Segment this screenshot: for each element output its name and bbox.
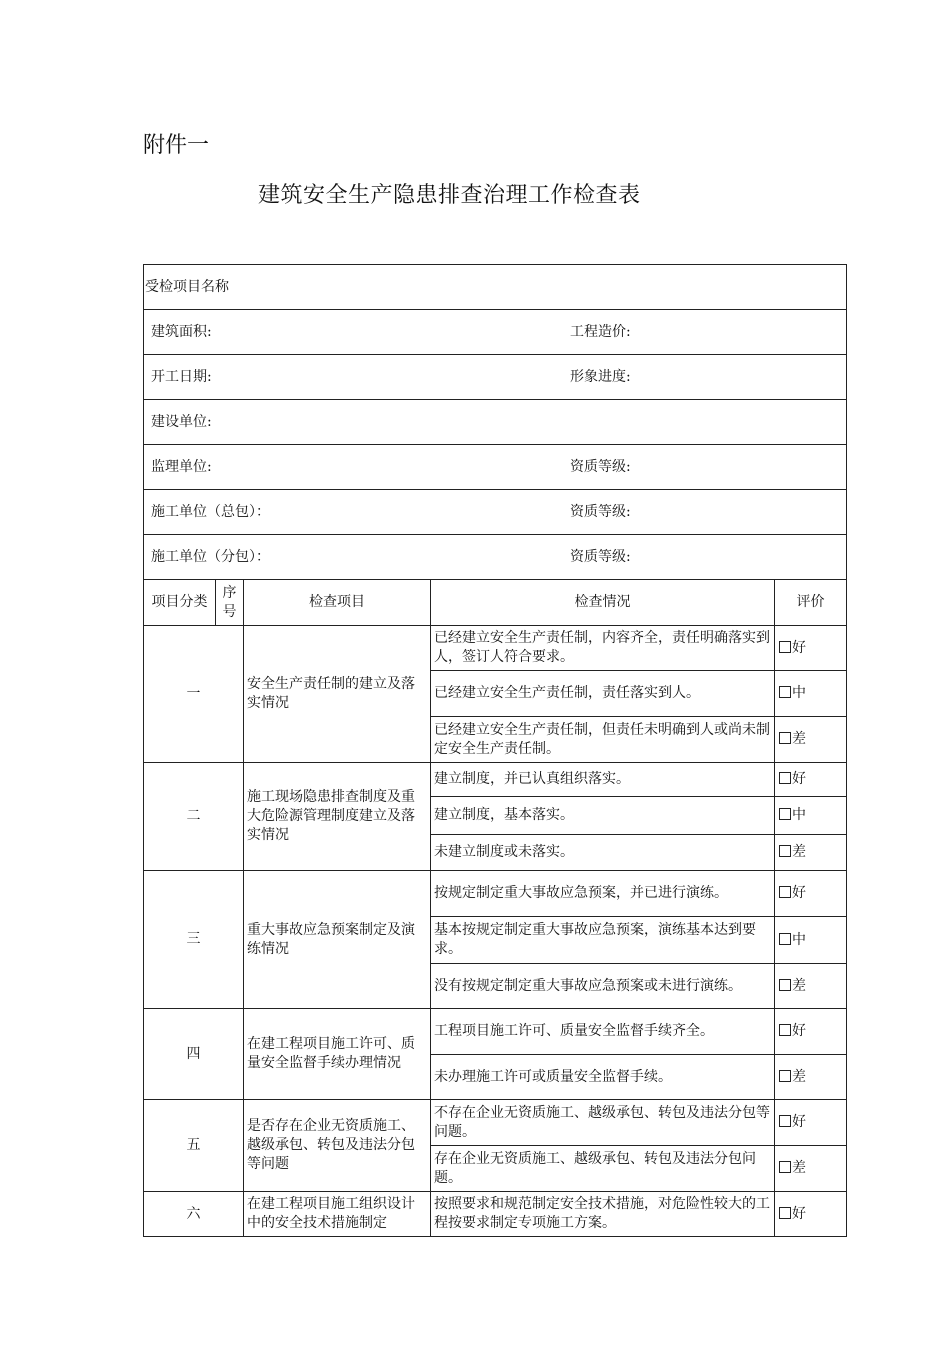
sub-contractor-field[interactable]	[144, 535, 847, 580]
header-item: 检查项目	[244, 580, 431, 626]
info-row-area	[144, 310, 847, 355]
checkbox-icon[interactable]	[779, 845, 791, 857]
situation-cell: 已经建立安全生产责任制，内容齐全，责任明确落实到人，签订人符合要求。	[431, 626, 775, 671]
info-row-sub	[144, 535, 847, 580]
checkbox-icon[interactable]	[779, 1115, 791, 1127]
owner-field[interactable]	[144, 400, 847, 445]
evaluation-cell	[775, 717, 847, 763]
header-seq: 序号	[216, 580, 244, 626]
check-row	[144, 1009, 847, 1055]
situation-cell: 未建立制度或未落实。	[431, 835, 775, 871]
evaluation-cell	[775, 763, 847, 797]
evaluation-cell	[775, 797, 847, 835]
category-cell: 二	[144, 763, 244, 871]
evaluation-cell	[775, 1100, 847, 1146]
sub-qual-label: 资质等级:	[570, 548, 631, 565]
checkbox-icon[interactable]	[779, 1207, 791, 1219]
evaluation-label: 差	[792, 1160, 806, 1176]
category-cell: 四	[144, 1009, 244, 1100]
situation-cell: 未办理施工许可或质量安全监督手续。	[431, 1055, 775, 1100]
document-title: 建筑安全生产隐患排查治理工作检查表	[258, 183, 641, 208]
evaluation-label: 差	[792, 1068, 806, 1085]
check-item-cell: 在建工程项目施工组织设计中的安全技术措施制定	[244, 1192, 431, 1237]
checkbox-icon[interactable]	[779, 808, 791, 820]
evaluation-cell	[775, 1055, 847, 1100]
header-situation: 检查情况	[431, 580, 775, 626]
checkbox-icon[interactable]	[779, 979, 791, 991]
category-cell: 三	[144, 871, 244, 1009]
situation-cell: 基本按规定制定重大事故应急预案，演练基本达到要求。	[431, 917, 775, 964]
check-item-cell: 施工现场隐患排查制度及重大危险源管理制度建立及落实情况	[244, 763, 431, 871]
evaluation-label: 差	[792, 977, 806, 994]
annex-label: 附件一	[143, 133, 210, 158]
cost-label: 工程造价:	[570, 323, 631, 340]
situation-cell: 建立制度，并已认真组织落实。	[431, 763, 775, 797]
situation-cell: 按照要求和规范制定安全技术措施，对危险性较大的工程按要求制定专项施工方案。	[431, 1192, 775, 1237]
check-row	[144, 626, 847, 671]
checkbox-icon[interactable]	[779, 1161, 791, 1173]
start-date-label: 开工日期:	[151, 368, 212, 385]
checkbox-icon[interactable]	[779, 686, 791, 698]
evaluation-cell	[775, 1146, 847, 1192]
check-row	[144, 871, 847, 917]
category-cell: 六	[144, 1192, 244, 1237]
check-items	[144, 626, 847, 1237]
area-label: 建筑面积:	[151, 323, 212, 340]
situation-cell: 没有按规定制定重大事故应急预案或未进行演练。	[431, 964, 775, 1009]
evaluation-cell	[775, 671, 847, 717]
check-row	[144, 1192, 847, 1237]
header-category: 项目分类	[144, 580, 216, 626]
check-item-cell: 是否存在企业无资质施工、越级承包、转包及违法分包等问题	[244, 1100, 431, 1192]
situation-cell: 工程项目施工许可、质量安全监督手续齐全。	[431, 1009, 775, 1055]
category-cell: 五	[144, 1100, 244, 1192]
situation-cell: 存在企业无资质施工、越级承包、转包及违法分包问题。	[431, 1146, 775, 1192]
evaluation-cell	[775, 964, 847, 1009]
project-name-field[interactable]: 受检项目名称	[144, 265, 847, 310]
situation-cell: 不存在企业无资质施工、越级承包、转包及违法分包等问题。	[431, 1100, 775, 1146]
general-qual-label: 资质等级:	[570, 503, 631, 520]
evaluation-label: 中	[792, 807, 806, 823]
situation-cell: 按规定制定重大事故应急预案，并已进行演练。	[431, 871, 775, 917]
situation-cell: 建立制度，基本落实。	[431, 797, 775, 835]
header-eval: 评价	[775, 580, 847, 626]
check-row	[144, 1100, 847, 1146]
situation-cell: 已经建立安全生产责任制，但责任未明确到人或尚未制定安全生产责任制。	[431, 717, 775, 763]
inspection-table	[143, 264, 847, 1237]
evaluation-label: 中	[792, 685, 806, 701]
evaluation-cell	[775, 917, 847, 964]
evaluation-label: 差	[792, 844, 806, 860]
evaluation-label: 好	[792, 885, 806, 901]
supervisor-field[interactable]	[144, 445, 847, 490]
evaluation-cell	[775, 1009, 847, 1055]
info-row-owner	[144, 400, 847, 445]
evaluation-label: 差	[792, 731, 806, 747]
evaluation-cell	[775, 871, 847, 917]
date-progress-field[interactable]	[144, 355, 847, 400]
checkbox-icon[interactable]	[779, 641, 791, 653]
header-row	[144, 580, 847, 626]
checkbox-icon[interactable]	[779, 732, 791, 744]
check-item-cell: 安全生产责任制的建立及落实情况	[244, 626, 431, 763]
category-cell: 一	[144, 626, 244, 763]
info-row-date	[144, 355, 847, 400]
general-contractor-label: 施工单位（总包）：	[151, 503, 270, 520]
info-row-project	[144, 265, 847, 310]
evaluation-cell	[775, 626, 847, 671]
evaluation-label: 好	[792, 1023, 806, 1039]
area-cost-field[interactable]	[144, 310, 847, 355]
checkbox-icon[interactable]	[779, 933, 791, 945]
check-row	[144, 763, 847, 797]
evaluation-label: 好	[792, 1114, 806, 1130]
checkbox-icon[interactable]	[779, 1070, 791, 1082]
info-row-supervisor	[144, 445, 847, 490]
general-contractor-field[interactable]	[144, 490, 847, 535]
owner-label: 建设单位:	[151, 413, 212, 430]
checkbox-icon[interactable]	[779, 1024, 791, 1036]
evaluation-label: 中	[792, 931, 806, 948]
evaluation-cell	[775, 1192, 847, 1237]
evaluation-label: 好	[792, 771, 806, 787]
evaluation-label: 好	[792, 639, 806, 656]
supervisor-label: 监理单位:	[151, 458, 212, 475]
check-item-cell: 重大事故应急预案制定及演练情况	[244, 871, 431, 1009]
check-item-cell: 在建工程项目施工许可、质量安全监督手续办理情况	[244, 1009, 431, 1100]
progress-label: 形象进度:	[570, 368, 631, 385]
checkbox-icon[interactable]	[779, 886, 791, 898]
checkbox-icon[interactable]	[779, 772, 791, 784]
sub-contractor-label: 施工单位（分包）：	[151, 548, 270, 565]
evaluation-label: 好	[792, 1205, 806, 1222]
situation-cell: 已经建立安全生产责任制，责任落实到人。	[431, 671, 775, 717]
supervisor-qual-label: 资质等级:	[570, 458, 631, 475]
info-row-general	[144, 490, 847, 535]
evaluation-cell	[775, 835, 847, 871]
